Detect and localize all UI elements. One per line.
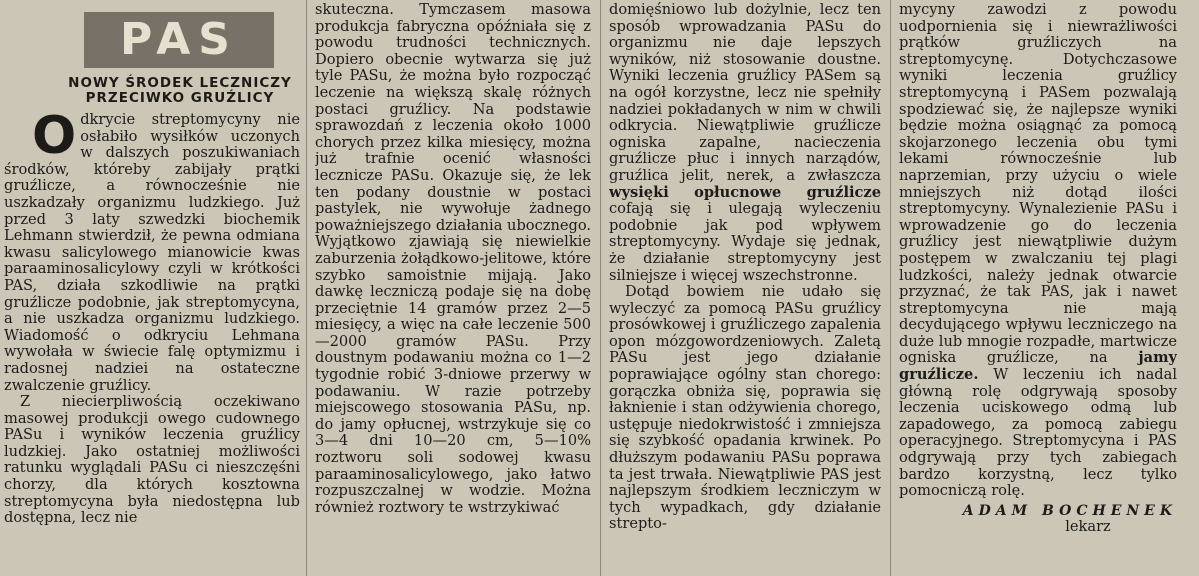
article-column-4 — [899, 0, 1177, 576]
paragraph-text: W leczeniu ich nadal główną rolę odgrywają sposoby leczenia uciskowego odmą lub zapadowego, za pomocą zabiegu operacyjnego. Streptomycyna i PAS odgrywają przy tych zabiegach bardzo korzystną, lecz tylko pomocniczą rolę. — [899, 366, 1177, 500]
title-banner: PAS — [84, 12, 274, 68]
paragraph-text: mycyny zawodzi z powodu uodpornienia się i niewrażliwości prątków gruźliczych na streptomycynę. Dotychczasowe wyniki leczenia gruźlicy streptomycyną i PASem pozwalają spodziewać się, że najlepsze wyniki będzie można osiągnąć za pomocą skojarzonego leczenia obu tymi lekami równocześnie lub naprzemian, przy użyciu o wiele mniejszych niż dotąd ilości streptomycyny. Wynalezienie PASu i wprowadzenie go do leczenia gruźlicy jest niewątpliwie dużym postępem w zwalczaniu tej plagi ludzkości, należy jednak otwarcie przyznać, że tak PAS, jak i nawet streptomycyna nie mają decydującego wpływu leczniczego na duże lub mnogie rozpadłe, martwicze ogniska gruźlicze, na — [899, 1, 1177, 367]
headline-line-2: PRZECIWKO GRUŹLICY — [85, 90, 275, 106]
paragraph-intro — [4, 106, 300, 394]
emphasis: wysięki opłucnowe gruźlicze — [609, 183, 881, 201]
paragraph — [609, 2, 881, 284]
author-role: lekarz — [1065, 518, 1111, 536]
paragraph-text: domięśniowo lub dożylnie, lecz ten sposób wprowadzania PASu do organizmu nie daje lepszych wyników, niż stosowanie doustne. Wyniki leczenia gruźlicy PASem są na ogół korzystne, lecz nie spełniły nadziei pokładanych w nim w chwili odkrycia. Niewątpliwie gruźlicze ogniska zapalne, nacieczenia gruźlicze płuc i innych narządów, gruźlica jelit, nerek, a zwłaszcza — [609, 1, 881, 184]
paragraph — [899, 2, 1177, 500]
paragraph: Dotąd bowiem nie udało się wyleczyć za pomocą PASu gruźlicy prosówkowej i gruźliczego zapalenia opon mózgowordzeniowych. Zaletą PASu jest jego działanie poprawiające ogólny stan chorego: gorączka obniża się, poprawia się łaknienie i stan odżywienia chorego, ustępuje niedokrwistość i zmniejsza się szybkość opadania krwinek. Po dłuższym podawaniu PASu poprawa ta jest trwała. Niewątpliwie PAS jest najlepszym środkiem leczniczym w tych wypadkach, gdy działanie strepto- — [609, 283, 881, 533]
article-column-2 — [315, 0, 591, 576]
column-rule — [306, 0, 307, 576]
article-column-3 — [609, 0, 881, 576]
paragraph-text: dkrycie streptomycyny nie osłabiło wysiłków uczonych w dalszych poszukiwaniach środków, którebу zabijały prątki gruźlicze, a równocześnie nie uszkadzały organizmu ludzkiego. Już przed 3 laty szwedzki biochemik Lehmann stwierdził, że pewna odmiana kwasu salicylowego mianowicie kwas paraaminosalicylowy czyli w krótkości PAS, działa szkodliwie na prątki gruźlicze podobnie, jak streptomycyna, a nie uszkadza organizmu ludzkiego. Wiadomość o odkryciu Lehmana wywołała w świecie falę optymizmu i radosnej nadziei na ostateczne zwalczenie gruźlicy. — [4, 111, 300, 394]
column-rule — [890, 0, 891, 576]
headline-line-1: NOWY ŚRODEK LECZNICZY — [68, 75, 292, 91]
article-column-1 — [4, 0, 300, 576]
paragraph-text: cofają się i ulegają wyleczeniu podobnie jak pod wpływem streptomycyny. Wydaje się jednak, że działanie streptomycyny jest silniejsze i więcej wszechstronne. — [609, 200, 881, 284]
emphasis: jamy gruźlicze. — [899, 349, 1177, 384]
paragraph: skuteczna. Tymczasem masowa produkcja fabryczna opóźniała się z powodu trudności technicznych. Dopiero obecnie wytwarza się już tyle PASu, że można było rozpocząć leczenie na większą skalę różnych postaci gruźlicy. Na podstawie sprawozdań z leczenia około 1000 chorych przez kilka miesięcy, można już trafnie ocenić własności lecznicze PASu. Okazuje się, że lek ten podany doustnie w postaci pastylek, nie wywołuje żadnego poważniejszego działania ubocznego. Wyjątkowo zjawiają się niewielkie zaburzenia żołądkowo-jelitowe, które szybko samoistnie mijają. Jako dawkę leczniczą podaje się na dobę przeciętnie 14 gramów przez 2—5 miesięcy, a więc na całe leczenie 500—2000 gramów PASu. Przy doustnym podawaniu można co 1—2 tygodnie robić 3-dniowe przerwy w podawaniu. W razie potrzeby miejscowego stosowania PASu, np. do jamy opłucnej, wstrzykuje się co 3—4 dni 10—20 cm, 5—10% roztworu soli sodowej kwasu paraaminosalicylowego, jako łatwo rozpuszczalnej w wodzie. Można również roztwory te wstrzykiwać — [315, 1, 591, 516]
author-signature: ADAM BOCHENEK — [962, 502, 1177, 519]
column-rule — [600, 0, 601, 576]
drop-cap: O — [32, 106, 77, 166]
article-body-col1 — [4, 106, 300, 527]
headline — [56, 76, 300, 106]
paragraph: Z niecierpliwością oczekiwano masowej produkcji owego cudownego PASu i wyników leczenia gruźlicy ludzkiej. Jako ostatniej możliwości ratunku wyglądali PASu ci nieszczęśni chorzy, dla których kosztowna streptomycyna była niedostępna lub dostępna, lecz nie — [4, 393, 300, 527]
